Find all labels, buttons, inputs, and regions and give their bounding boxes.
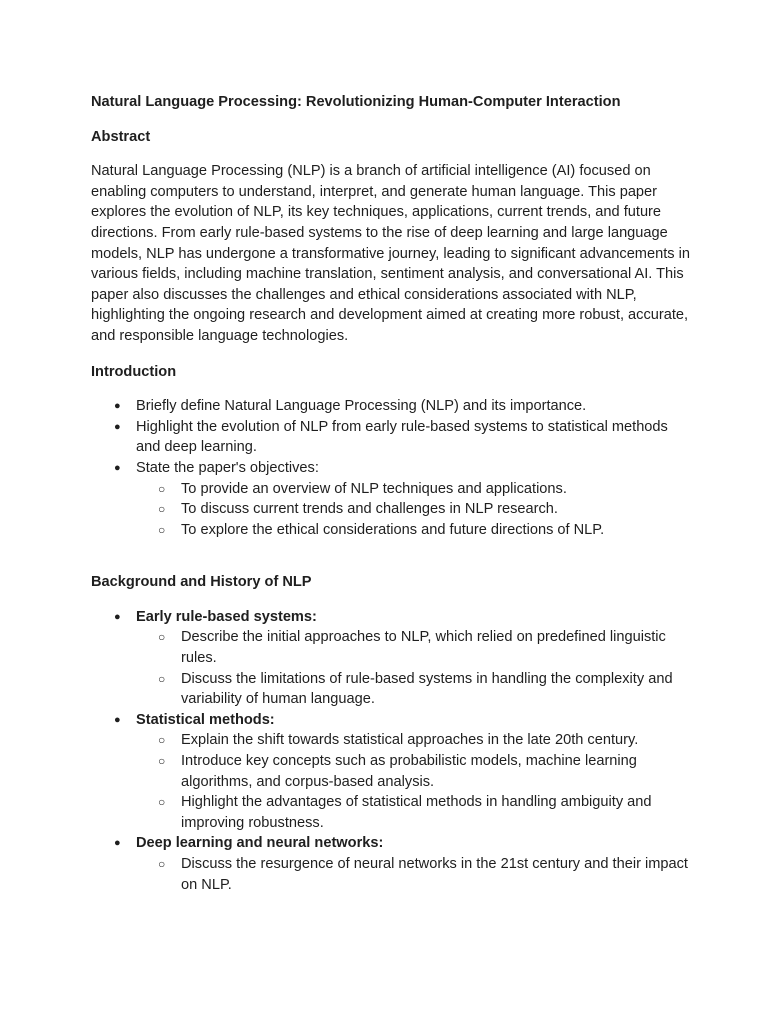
sub-list xyxy=(136,730,691,833)
group-label: Early rule-based systems: xyxy=(136,608,317,625)
group-label: Statistical methods: xyxy=(136,711,275,728)
sub-list-item: ○ Highlight the advantages of statistical methods in handling ambiguity and improving robustness. xyxy=(136,792,691,833)
list-item-text: Briefly define Natural Language Processing (NLP) and its importance. xyxy=(136,398,587,415)
sub-list-item: ○ Describe the initial approaches to NLP, which relied on predefined linguistic rules. xyxy=(136,627,691,668)
introduction-heading: Introduction xyxy=(91,363,177,380)
list-item-text: State the paper's objectives: xyxy=(136,459,319,476)
abstract-text: Natural Language Processing (NLP) is a branch of artificial intelligence (AI) focused on enabling computers to understand, interpret, and generate human language. This paper explores the evolution of NLP, its key techniques, applications, current trends, and future directions. From early rule-based systems to the rise of deep learning and large language models, NLP has undergone a transformative journey, leading to significant advancements in various fields, including machine translation, sentiment analysis, and conversational AI. This paper also discusses the challenges and ethical considerations associated with NLP, highlighting the ongoing research and development aimed at creating more robust, accurate, and responsible language technologies. xyxy=(91,163,690,344)
sub-list-item: ○ Introduce key concepts such as probabilistic models, machine learning algorithms, and corpus-based analysis. xyxy=(136,751,691,792)
document-body xyxy=(91,92,691,895)
sub-list xyxy=(136,627,691,709)
sub-list xyxy=(136,854,691,895)
sub-list-item: ○ Discuss the resurgence of neural networks in the 21st century and their impact on NLP. xyxy=(136,854,691,895)
group-label: Deep learning and neural networks: xyxy=(136,835,384,852)
list-item xyxy=(91,607,691,710)
sub-list-item: ○ To discuss current trends and challenges in NLP research. xyxy=(136,499,691,520)
list-item-text: Highlight the evolution of NLP from early rule-based systems to statistical methods and deep learning. xyxy=(136,418,668,456)
objectives-list xyxy=(136,479,691,541)
abstract-heading: Abstract xyxy=(91,128,151,145)
sub-list-item: ○ Explain the shift towards statistical approaches in the late 20th century. xyxy=(136,730,691,751)
background-list xyxy=(91,607,691,895)
list-item xyxy=(91,710,691,834)
document-title: Natural Language Processing: Revolutionizing Human-Computer Interaction xyxy=(91,94,621,110)
sub-list-item: ○ Discuss the limitations of rule-based systems in handling the complexity and variability of human language. xyxy=(136,669,691,710)
list-item xyxy=(91,396,691,417)
list-item xyxy=(91,417,691,458)
sub-list-item: ○ To explore the ethical considerations and future directions of NLP. xyxy=(136,520,691,541)
list-item xyxy=(91,833,691,895)
list-item xyxy=(91,458,691,540)
sub-list-item: ○ To provide an overview of NLP techniques and applications. xyxy=(136,479,691,500)
introduction-list xyxy=(91,396,691,540)
background-heading: Background and History of NLP xyxy=(91,574,312,591)
